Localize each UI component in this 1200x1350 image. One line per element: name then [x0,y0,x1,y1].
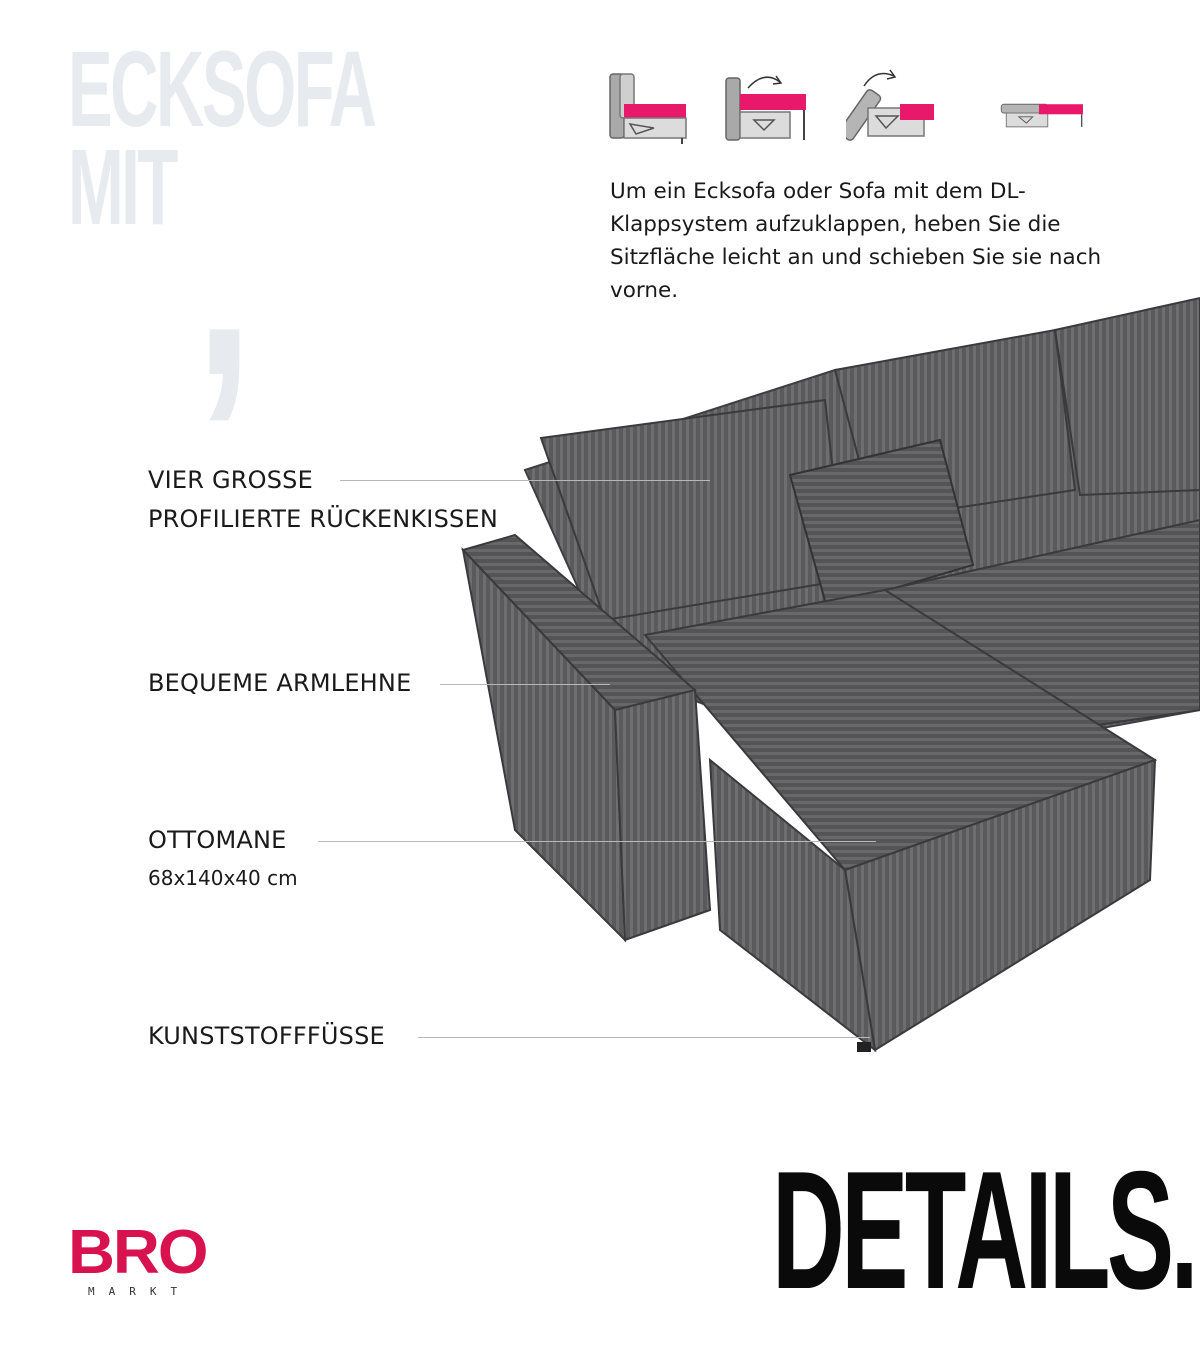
bro-logo: BRO [68,1218,207,1287]
mechanism-description: Um ein Ecksofa oder Sofa mit dem DL-Klappsystem aufzuklappen, heben Sie die Sitzfläche leicht an und schieben Sie sie nach vorne. [610,179,1102,303]
leader-line-feet [418,1037,870,1038]
bro-logo-subtext: MARKT [88,1285,192,1298]
sofa-tilt-icon [846,68,934,148]
sofa-lift-icon [724,68,812,148]
sofa-folded-icon [606,68,694,148]
corner-sofa-image [455,290,1200,1070]
feature-backrest-line2: PROFILIERTE RÜCKENKISSEN [148,505,498,533]
feature-armrest: BEQUEME ARMLEHNE [148,669,412,697]
details-headline: DETAILS. [772,1136,1195,1324]
feature-ottoman-size: 68x140x40 cm [148,866,298,890]
feature-backrest-line1: VIER GROSSE [148,466,313,494]
feature-ottoman: OTTOMANE [148,826,287,854]
leader-line-backrest [340,480,710,481]
sofa-bed-open-icon [1000,68,1088,148]
leader-line-ottoman [318,841,876,842]
title-line-2: MIT [68,126,176,247]
leader-line-armrest [440,684,610,685]
title-line-1: ECKSOFA [68,28,375,149]
feature-feet: KUNSTSTOFFFÜSSE [148,1022,385,1050]
title-comma: , [195,102,254,438]
